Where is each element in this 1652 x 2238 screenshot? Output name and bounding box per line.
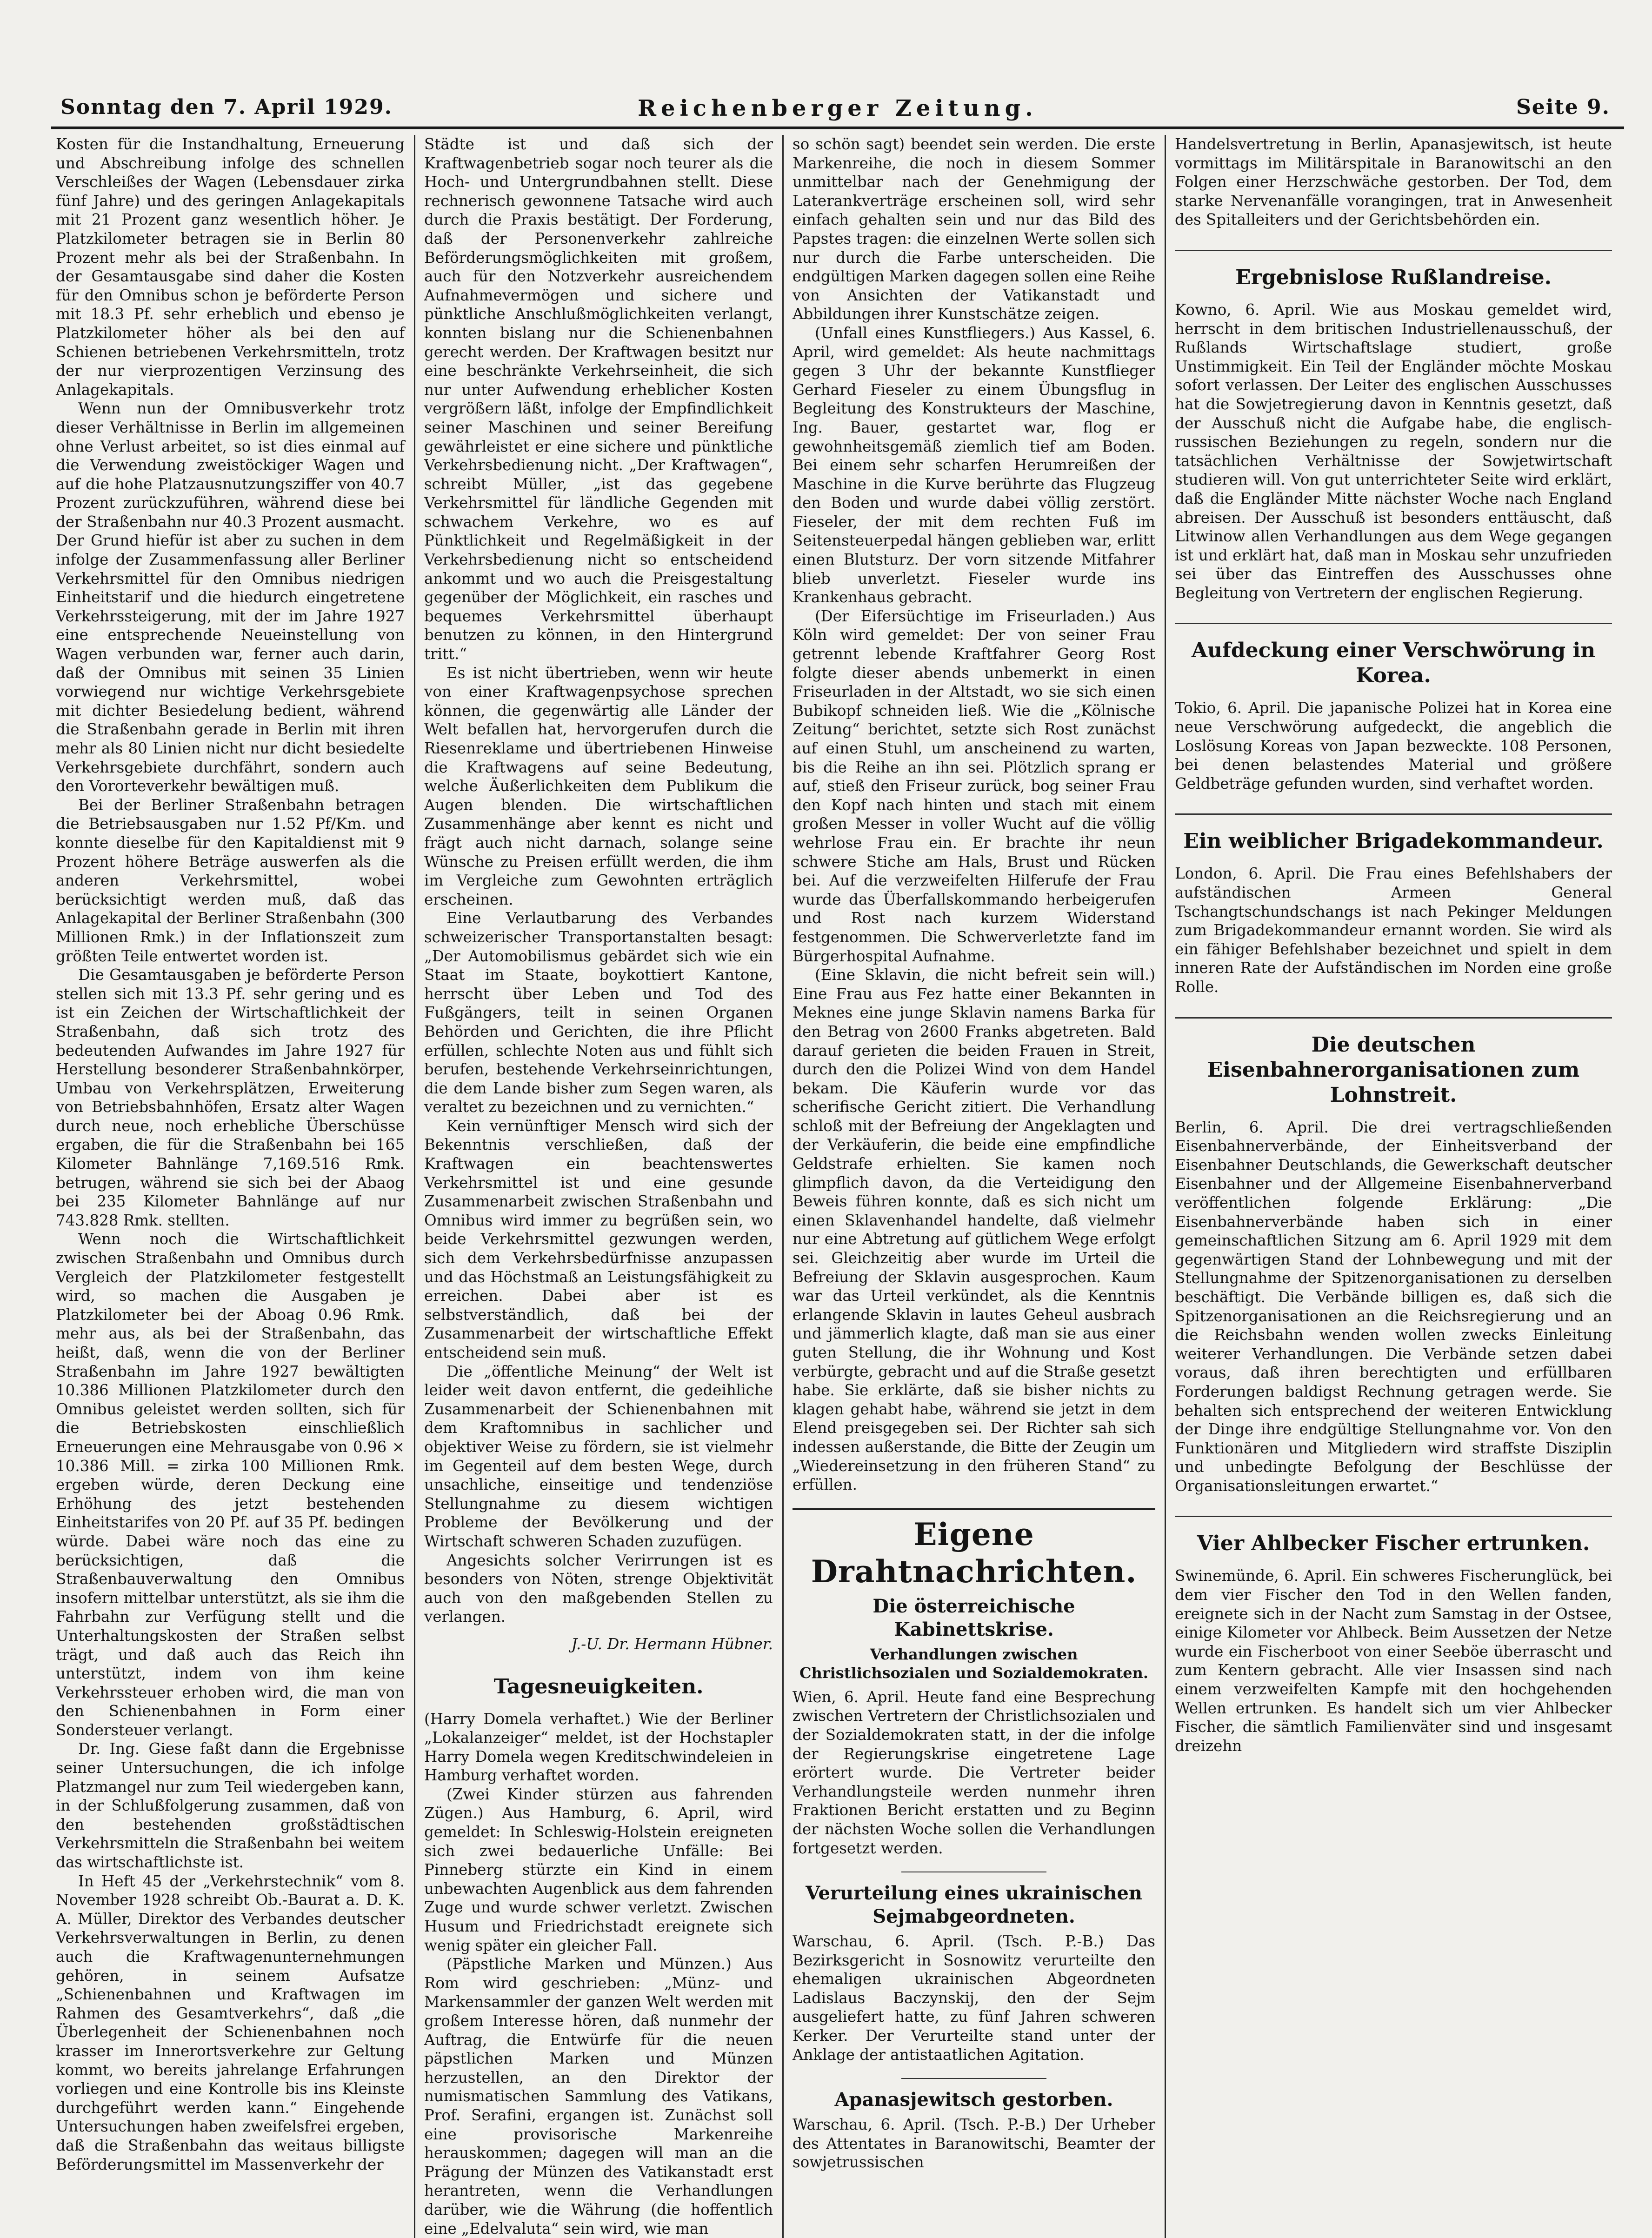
- paragraph: Eine Verlautbarung des Verbandes schweizerischer Transportanstalten besagt: „Der Automobilismus gebärdet sich wie ein Staat im Staate, boykottiert Kantone, herrscht über Leben und Tod des Fußgängers, teilt in seinen Organen Behörden und Gerichten, die ihre Pflicht erfüllen, schlechte Noten aus und fühlt sich berufen, bestehende Verkehrseinrichtungen, die dem Lande bisher zum Segen waren, als veraltet zu bezeichnen und zu vernichten.“: [424, 909, 773, 1116]
- column-2: [420, 135, 778, 2238]
- article-text: Warschau, 6. April. (Tsch. P.-B.) Das Bezirksgericht in Sosnowitz verurteilte den ehemaligen ukrainischen Abgeordneten Ladislaus Baczynskij, den der Sejm ausgeliefert hatte, zu fünf Jahren schweren Kerker. Der Verurteilte stand unter der Anklage der antistaatlichen Agitation.: [793, 1932, 1155, 2064]
- news-item: (Der Eifersüchtige im Friseurladen.) Aus Köln wird gemeldet: Der von seiner Frau getrennt lebende Kraftfahrer Georg Rost folgte dieser abends unbemerkt in einen Friseurladen in der Altstadt, wo sie sich einen Bubikopf schneiden ließ. Wie die „Kölnische Zeitung“ berichtet, setzte sich Rost zunächst auf einen Stuhl, um anscheinend zu warten, bis die Reihe an ihn sei. Plötzlich sprang er auf, stieß den Friseur zurück, bog seiner Frau den Kopf nach hinten und stach mit einem großen Messer in voller Wucht auf die völlig wehrlose Frau ein. Er brachte ihr neun schwere Stiche am Hals, Brust und Rücken bei. Auf die verzweifelten Hilferufe der Frau wurde das Überfallskommando herbeigerufen und Rost nach kurzem Widerstand festgenommen. Die Schwerverletzte fand im Bürgerhospital Aufnahme.: [793, 607, 1155, 965]
- issue-date: Sonntag den 7. April 1929.: [60, 95, 393, 119]
- paragraph: Die Gesamtausgaben je beförderte Person stellen sich mit 13.3 Pf. sehr gering und es ist ein Zeichen der Wirtschaftlichkeit der Straßenbahn, daß sich trotz des bedeutenden Aufwandes im Jahre 1927 für Herstellung besonderer Straßenbahnkörper, Umbau von Verkehrsplätzen, Erweiterung von Betriebsbahnhöfen, Ersatz alter Wagen durch neue, noch erhebliche Überschüsse ergaben, die für die Straßenbahn bei 165 Kilometer Bahnlänge 7,169.516 Rmk. betrugen, während sie sich bei der Abaog bei 235 Kilometer Bahnlänge auf nur 743.828 Rmk. stellten.: [56, 966, 405, 1229]
- author-signature: J.-U. Dr. Hermann Hübner.: [571, 1635, 773, 1653]
- paragraph: Städte ist und daß sich der Kraftwagenbetrieb sogar noch teurer als die Hoch- und Untergrundbahnen stellt. Diese rechnerisch gewonnene Tatsache wird auch durch die Praxis bestätigt. Der Forderung, daß der Personenverkehr zahlreiche Beförderungsmöglichkeiten mit großem, auch für den Notzverkehr ausreichendem Aufnahmevermögen und sichere und pünktliche Anschlußmöglichkeiten verlangt, konnten bislang nur die Schienenbahnen gerecht werden. Der Kraftwagen besitzt nur eine beschränkte Verkehrseinheit, die sich nur unter Aufwendung erheblicher Kosten vergrößern läßt, infolge der Empfindlichkeit seiner Maschinen und seiner Bereifung gewährleistet er eine sichere und pünktliche Verkehrsbedienung nicht. „Der Kraftwagen“, schreibt Müller, „ist das gegebene Verkehrsmittel für ländliche Gegenden mit schwachem Verkehre, wo es auf Pünktlichkeit und Regelmäßigkeit in der Verkehrsbedienung nicht so entscheidend ankommt und wo auch die Preisgestaltung gegenüber der Möglichkeit, ein rasches und bequemes Verkehrsmittel überhaupt benutzen zu können, in den Hintergrund tritt.“: [424, 135, 773, 663]
- paragraph: Kosten für die Instandhaltung, Erneuerung und Abschreibung infolge des schnellen Verschleißes der Wagen (Lebensdauer zirka fünf Jahre) und des geringen Anlagekapitals mit 21 Prozent ganz wesentlich höher. Je Platzkilometer betragen sie in Berlin 80 Prozent mehr als bei der Straßenbahn. In der Gesamtausgabe sind daher die Kosten für den Omnibus schon je beförderte Person mit 18.3 Pf. sehr erheblich und ebenso je Platzkilometer höher als bei den auf Schienen betriebenen Verkehrsmitteln, trotz der nur vierprozentigen Verzinsung des Anlagekapitals.: [56, 135, 405, 399]
- article-title: Die deutschen Eisenbahnerorganisationen zum Lohnstreit.: [1175, 1017, 1612, 1108]
- news-item: (Unfall eines Kunstfliegers.) Aus Kassel, 6. April, wird gemeldet: Als heute nachmittags gegen 3 Uhr der bekannte Kunstflieger Gerhard Fieseler zu einem Übungsflug in Begleitung des Konstrukteurs der Maschine, Ing. Bauer, gestartet war, flog er gewohnheitsgemäß ziemlich tief am Boden. Bei einem sehr scharfen Herumreißen der Maschine in die Kurve berührte das Flugzeug den Boden und wurde dabei völlig zerstört. Fieseler, der mit dem rechten Fuß im Seitensteuerpedal hängen geblieben war, erlitt einen Blutsturz. Der vorn sitzende Mitfahrer blieb unverletzt. Fieseler wurde ins Krankenhaus gebracht.: [793, 324, 1155, 606]
- masthead-rule: [51, 127, 1624, 129]
- paragraph: Wenn nun der Omnibusverkehr trotz dieser Verhältnisse in Berlin im allgemeinen ohne Verlust arbeitet, so ist dies einmal auf die Verwendung zweistöckiger Wagen und auf die hohe Platzausnutzungsziffer von 40.7 Prozent zurückzuführen, während diese bei der Straßenbahn nur 40.3 Prozent ausmacht. Der Grund hiefür ist aber zu suchen in dem infolge der Zusammenfassung aller Berliner Verkehrsmittel für den Omnibus niedrigen Einheitstarif und die hiedurch eingetretene Verkehrssteigerung, mit der im Jahre 1927 eine entsprechende Neueinstellung von Wagen verbunden war, ferner auch darin, daß der Omnibus mit seinen 35 Linien vorwiegend nur wichtige Verkehrsgebiete mit dichter Besiedelung bedient, während die Straßenbahn gerade in Berlin mit ihren mehr als 80 Linien nicht nur dicht besiedelte Verkehrsgebiete durchfährt, sondern auch den Vororteverkehr bewältigen muß.: [56, 400, 405, 795]
- paragraph: Kein vernünftiger Mensch wird sich der Bekenntnis verschließen, daß der Kraftwagen ein beachtenswertes Verkehrsmittel ist und eine gesunde Zusammenarbeit zwischen Straßenbahn und Omnibus wird immer zu begrüßen sein, wo beide Verkehrsmittel gezwungen werden, sich dem Verkehrsbedürfnisse anzupassen und das Höchstmaß an Leistungsfähigkeit zu erreichen. Dabei aber ist es selbstverständlich, daß bei der Zusammenarbeit der wirtschaftliche Effekt entscheidend sein muß.: [424, 1117, 773, 1361]
- columns: [51, 135, 1624, 2238]
- paragraph: In Heft 45 der „Verkehrstechnik“ vom 8. November 1928 schreibt Ob.-Baurat a. D. K. A. Müller, Direktor des Verbandes deutscher Verkehrsverwaltungen in Berlin, zu denen auch die Kraftwagenunternehmungen gehören, in seinem Aufsatze „Schienenbahnen und Kraftwagen im Rahmen des Gesamtverkehrs“, daß „die Überlegenheit der Schienenbahnen noch krasser im Innerortsverkehre zur Geltung kommt, wo bereits jahrelange Erfahrungen vorliegen und eine Kontrolle bis ins Kleinste durchgeführt werden kann.“ Eingehende Untersuchungen haben zweifelsfrei ergeben, daß die Straßenbahn das weitaus billigste Beförderungsmittel im Massenverkehr der: [56, 1872, 405, 2173]
- column-3: [788, 135, 1160, 2238]
- article-text: Warschau, 6. April. (Tsch. P.-B.) Der Urheber des Attentates in Baranowitschi, Beamter der sowjetrussischen: [793, 2116, 1155, 2171]
- paragraph: Angesichts solcher Verirrungen ist es besonders von Nöten, strenge Objektivität auch von den maßgebenden Stellen zu verlangen.: [424, 1551, 773, 1626]
- news-item: so schön sagt) beendet sein werden. Die erste Markenreihe, die noch in diesem Sommer unmittelbar nach der Genehmigung der Laterankverträge erscheinen soll, wird sehr einfach gehalten sein und nur das Bild des Papstes tragen: die einzelnen Werte sollen sich nur durch die Farbe unterscheiden. Die endgültigen Marken dagegen sollen eine Reihe von Ansichten der Vatikanstadt und Abbildungen ihrer Kunstschätze zeigen.: [793, 135, 1155, 323]
- paragraph: Dr. Ing. Giese faßt dann die Ergebnisse seiner Untersuchungen, die ich infolge Platzmangel nur zum Teil wiedergeben kann, in der Schlußfolgerung zusammen, daß von den bestehenden großstädtischen Verkehrsmitteln die Straßenbahn bei weitem das wirtschaftlichste ist.: [56, 1740, 405, 1872]
- article-text: Wien, 6. April. Heute fand eine Besprechung zwischen Vertretern der Christlichsozialen und der Sozialdemokraten statt, in der die infolge der Regierungskrise eingetretene Lage erörtert wurde. Die Vertreter beider Verhandlungsteile werden nunmehr ihren Fraktionen Bericht erstatten und zu Beginn der nächsten Woche sollen die Verhandlungen fortgesetzt werden.: [793, 1688, 1155, 1857]
- article-title: Ein weiblicher Brigadekommandeur.: [1175, 813, 1612, 854]
- article-title: Apanasjewitsch gestorben.: [834, 2089, 1113, 2111]
- article-text: Handelsvertretung in Berlin, Apanasjewitsch, ist heute vormittags im Militärspitale in Baranowitschi an den Folgen einer Herzschwäche gestorben. Der Tod, dem starke Nervenanfälle vorangingen, trat in Anwesenheit des Spitalleiters und der Gerichtsbehörden ein.: [1175, 135, 1612, 229]
- article-title: Verurteilung eines ukrainischen Sejmabgeordneten.: [806, 1882, 1142, 1928]
- divider: [901, 2078, 1046, 2079]
- news-item: (Eine Sklavin, die nicht befreit sein will.) Eine Frau aus Fez hatte einer Bekannten in Meknes eine junge Sklavin namens Barka für den Betrag von 2600 Franks abgetreten. Bald darauf gerieten die beiden Frauen in Streit, durch den die Polizei Wind von dem Handel bekam. Die Käuferin wurde vor das scherifische Gericht zitiert. Die Verhandlung schloß mit der Befreiung der Angeklagten und der Verkäuferin, die beide eine empfindliche Geldstrafe erhielten. Sie kamen noch glimpflich davon, da die Verteidigung den Beweis führen konnte, daß es sich nicht um einen Sklavenhandel handelte, daß vielmehr nur eine Abtretung auf gütlichem Wege erfolgt sei. Gleichzeitig aber wurde im Urteil die Befreiung der Sklavin ausgesprochen. Kaum war das Urteil verkündet, als die Kenntnis erlangende Sklavin in lautes Geheul ausbrach und jämmerlich klagte, daß man sie aus einer guten Stellung, die ihr Wohnung und Kost verbürgte, gebracht und auf die Straße gesetzt habe. Sie erklärte, daß sie bisher nichts zu klagen gehabt habe, während sie jetzt in dem Elend preisgegeben sei. Der Richter sah sich indessen außerstande, die Bitte der Zeugin um „Wiedereinsetzung in den früheren Stand“ zu erfüllen.: [793, 966, 1155, 1494]
- paragraph: Es ist nicht übertrieben, wenn wir heute von einer Kraftwagenpsychose sprechen können, die gegenwärtig alle Länder der Welt befallen hat, hervorgerufen durch die Riesenreklame und übertriebenen Hinweise die Kraftwagens auf seine Bedeutung, welche Äußerlichkeiten dem Publikum die Augen blenden. Die wirtschaftlichen Zusammenhänge aber kennt es nicht und frägt auch nicht darnach, solange seine Wünsche zu Preisen erfüllt werden, die ihm im Vergleiche zum Gewohnten erträglich erscheinen.: [424, 664, 773, 908]
- column-1: [51, 135, 409, 2238]
- article-title: Ergebnislose Rußlandreise.: [1175, 250, 1612, 290]
- article-text: Tokio, 6. April. Die japanische Polizei hat in Korea eine neue Verschwörung aufgedeckt, die angeblich die Loslösung Koreas von Japan bezweckte. 108 Personen, bei denen belastendes Material und größere Geldbeträge gefunden wurden, sind verhaftet worden.: [1175, 699, 1612, 793]
- paragraph: Die „öffentliche Meinung“ der Welt ist leider weit davon entfernt, die gedeihliche Zusammenarbeit der Schienenbahnen mit dem Kraftomnibus in sachlicher und objektiver Weise zu fördern, sie ist vielmehr im Gegenteil auf dem besten Wege, durch unsachliche, einseitige und tendenziöse Stellungnahme zu diesem wichtigen Probleme der Bevölkerung und der Wirtschaft schweren Schaden zuzufügen.: [424, 1362, 773, 1550]
- article-text: Swinemünde, 6. April. Ein schweres Fischerunglück, bei dem vier Fischer den Tod in den Wellen fanden, ereignete sich in der Nacht zum Samstag in der Ostsee, einige Kilometer vor Ahlbeck. Beim Aussetzen der Netze wurde ein Fischerboot von einer Seeböe überrascht und zum Kentern gebracht. Alle vier Insassen sind nach einem verzweifelten Kampfe mit den hochgehenden Wellen ertrunken. Es handelt sich um vier Ahlbecker Fischer, die sämtlich Familienväter sind und insgesamt dreizehn: [1175, 1567, 1612, 1755]
- paragraph: Bei der Berliner Straßenbahn betragen die Betriebsausgaben nur 1.52 Pf/Km. und konnte dieselbe für den Kapitaldienst mit 9 Prozent höhere Beträge auswerfen als die anderen Verkehrsmittel, wobei berücksichtigt werden muß, daß das Anlagekapital der Berliner Straßenbahn (300 Millionen Rmk.) in der Inflationszeit zum größten Teile entwertet worden ist.: [56, 796, 405, 965]
- news-item: (Harry Domela verhaftet.) Wie der Berliner „Lokalanzeiger“ meldet, ist der Hochstapler Harry Domela wegen Kreditschwindeleien in Hamburg verhaftet worden.: [424, 1710, 773, 1785]
- news-item: (Zwei Kinder stürzen aus fahrenden Zügen.) Aus Hamburg, 6. April, wird gemeldet: In Schleswig-Holstein ereigneten sich zwei bedauerliche Unfälle: Bei Pinneberg stürzte ein Kind in einem unbewachten Augenblick aus dem fahrenden Zuge und wurde schwer verletzt. Zwischen Husum und Friedrichstadt ereignete sich wenig später ein gleicher Fall.: [424, 1785, 773, 1954]
- wire-news-title: Eigene Drahtnachrichten.: [793, 1508, 1155, 1590]
- page-number: Seite 9.: [1516, 95, 1610, 119]
- article-text: Kowno, 6. April. Wie aus Moskau gemeldet wird, herrscht in dem britischen Industriellenausschuß, der Rußlands Wirtschaftslage studiert, große Unstimmigkeit. Ein Teil der Engländer möchte Moskau sofort verlassen. Der Leiter des englischen Ausschusses hat die Sowjetregierung davon in Kenntnis gesetzt, daß der Ausschuß nicht die Aufgabe habe, die englisch-russischen Beziehungen zu regeln, sondern nur die tatsächlichen Verhältnisse der Sowjetwirtschaft studieren will. Von gut unterrichteter Seite wird erklärt, daß die Engländer Mitte nächster Woche nach England abreisen. Der Ausschuß ist besonders enttäuscht, daß Litwinow allen Verhandlungen aus dem Wege gegangen ist und erklärt hat, daß man in Moskau sehr unzufrieden sei über das Eintreffen des Ausschusses ohne Begleitung von Vertretern der englischen Regierung.: [1175, 300, 1612, 602]
- paragraph: Wenn noch die Wirtschaftlichkeit zwischen Straßenbahn und Omnibus durch Vergleich der Platzkilometer festgestellt wird, so machen die Ausgaben je Platzkilometer bei der Aboag 0.96 Rmk. mehr aus, als bei der Straßenbahn, das heißt, daß, wenn die von der Berliner Straßenbahn im Jahre 1927 bewältigten 10.386 Millionen Platzkilometer durch den Omnibus geleistet werden sollten, sich für die Betriebskosten einschließlich Erneuerungen eine Mehrausgabe von 0.96 × 10.386 Mill. = zirka 100 Millionen Rmk. ergeben würde, deren Deckung eine Erhöhung des jetzt bestehenden Einheitstarifes von 20 Pf. auf 35 Pf. bedingen würde. Dabei wäre noch das eine zu berücksichtigen, daß die Straßenbauverwaltung den Omnibus insofern mittelbar unterstützt, als sie ihm die Fahrbahn zur Verfügung stellt und die Unterhaltungskosten der Straßen selbst trägt, und daß auch das Reich ihn unterstützt, indem von ihm keine Verkehrssteuer erhoben wird, die man von den Schienenbahnen in Form einer Sondersteuer verlangt.: [56, 1230, 405, 1739]
- article-title: Vier Ahlbecker Fischer ertrunken.: [1175, 1516, 1612, 1556]
- article-text: London, 6. April. Die Frau eines Befehlshabers der aufständischen Armeen General Tschangtschundschangs ist nach Pekinger Meldungen zum Brigadekommandeur ernannt worden. Sie wird als ein fähiger Befehlshaber bezeichnet und spielt in dem inneren Rate der Aufständischen im Norden eine große Rolle.: [1175, 865, 1612, 996]
- news-item: (Päpstliche Marken und Münzen.) Aus Rom wird geschrieben: „Münz- und Markensammler der ganzen Welt werden mit großem Interesse hören, daß nunmehr der Auftrag, die Entwürfe für die neuen päpstlichen Marken und Münzen herzustellen, an den Direktor der numismatischen Sammlung des Vatikans, Prof. Serafini, ergangen ist. Zunächst soll eine provisorische Markenreihe herauskommen; dagegen will man an die Prägung der Münzen des Vatikanstadt erst herantreten, wenn die Verhandlungen darüber, wie die Währung (die hoffentlich eine „Edelvaluta“ sein wird, wie man: [424, 1955, 773, 2238]
- article-subtitle: Verhandlungen zwischen Christlichsozialen und Sozialdemokraten.: [799, 1645, 1148, 1682]
- column-4: [1170, 135, 1617, 2238]
- article-title: Die österreichische Kabinettskrise.: [873, 1595, 1075, 1640]
- masthead: [51, 95, 1624, 128]
- section-title: Tagesneuigkeiten.: [493, 1674, 704, 1698]
- article-title: Aufdeckung einer Verschwörung in Korea.: [1175, 623, 1612, 688]
- newspaper-title: Reichenberger Zeitung.: [638, 95, 1038, 121]
- article-text: Berlin, 6. April. Die drei vertragschließenden Eisenbahnerverbände, der Einheitsverband der Eisenbahner Deutschlands, die Gewerkschaft deutscher Eisenbahner und der Allgemeine Eisenbahnerverband veröffentlichen folgende Erklärung: „Die Eisenbahnerverbände haben sich in einer gemeinschaftlichen Sitzung am 6. April 1929 mit dem gegenwärtigen Stand der Lohnbewegung und mit der Stellungnahme der Spitzenorganisationen zu derselben beschäftigt. Die Verbände billigen es, daß sich die Spitzenorganisationen an die Reichsregierung und an die Reichsbahn wenden wollen zwecks Einleitung weiterer Verhandlungen. Die Verbände setzen dabei voraus, daß ihren berechtigten und erfüllbaren Forderungen baldigst Rechnung getragen werde. Sie behalten sich entsprechend der weiteren Entwicklung der Dinge ihre endgültige Stellungnahme vor. Von den Funktionären und Mitgliedern wird straffste Disziplin und unbedingte Befolgung der Beschlüsse der Organisationsleitungen erwartet.“: [1175, 1118, 1612, 1495]
